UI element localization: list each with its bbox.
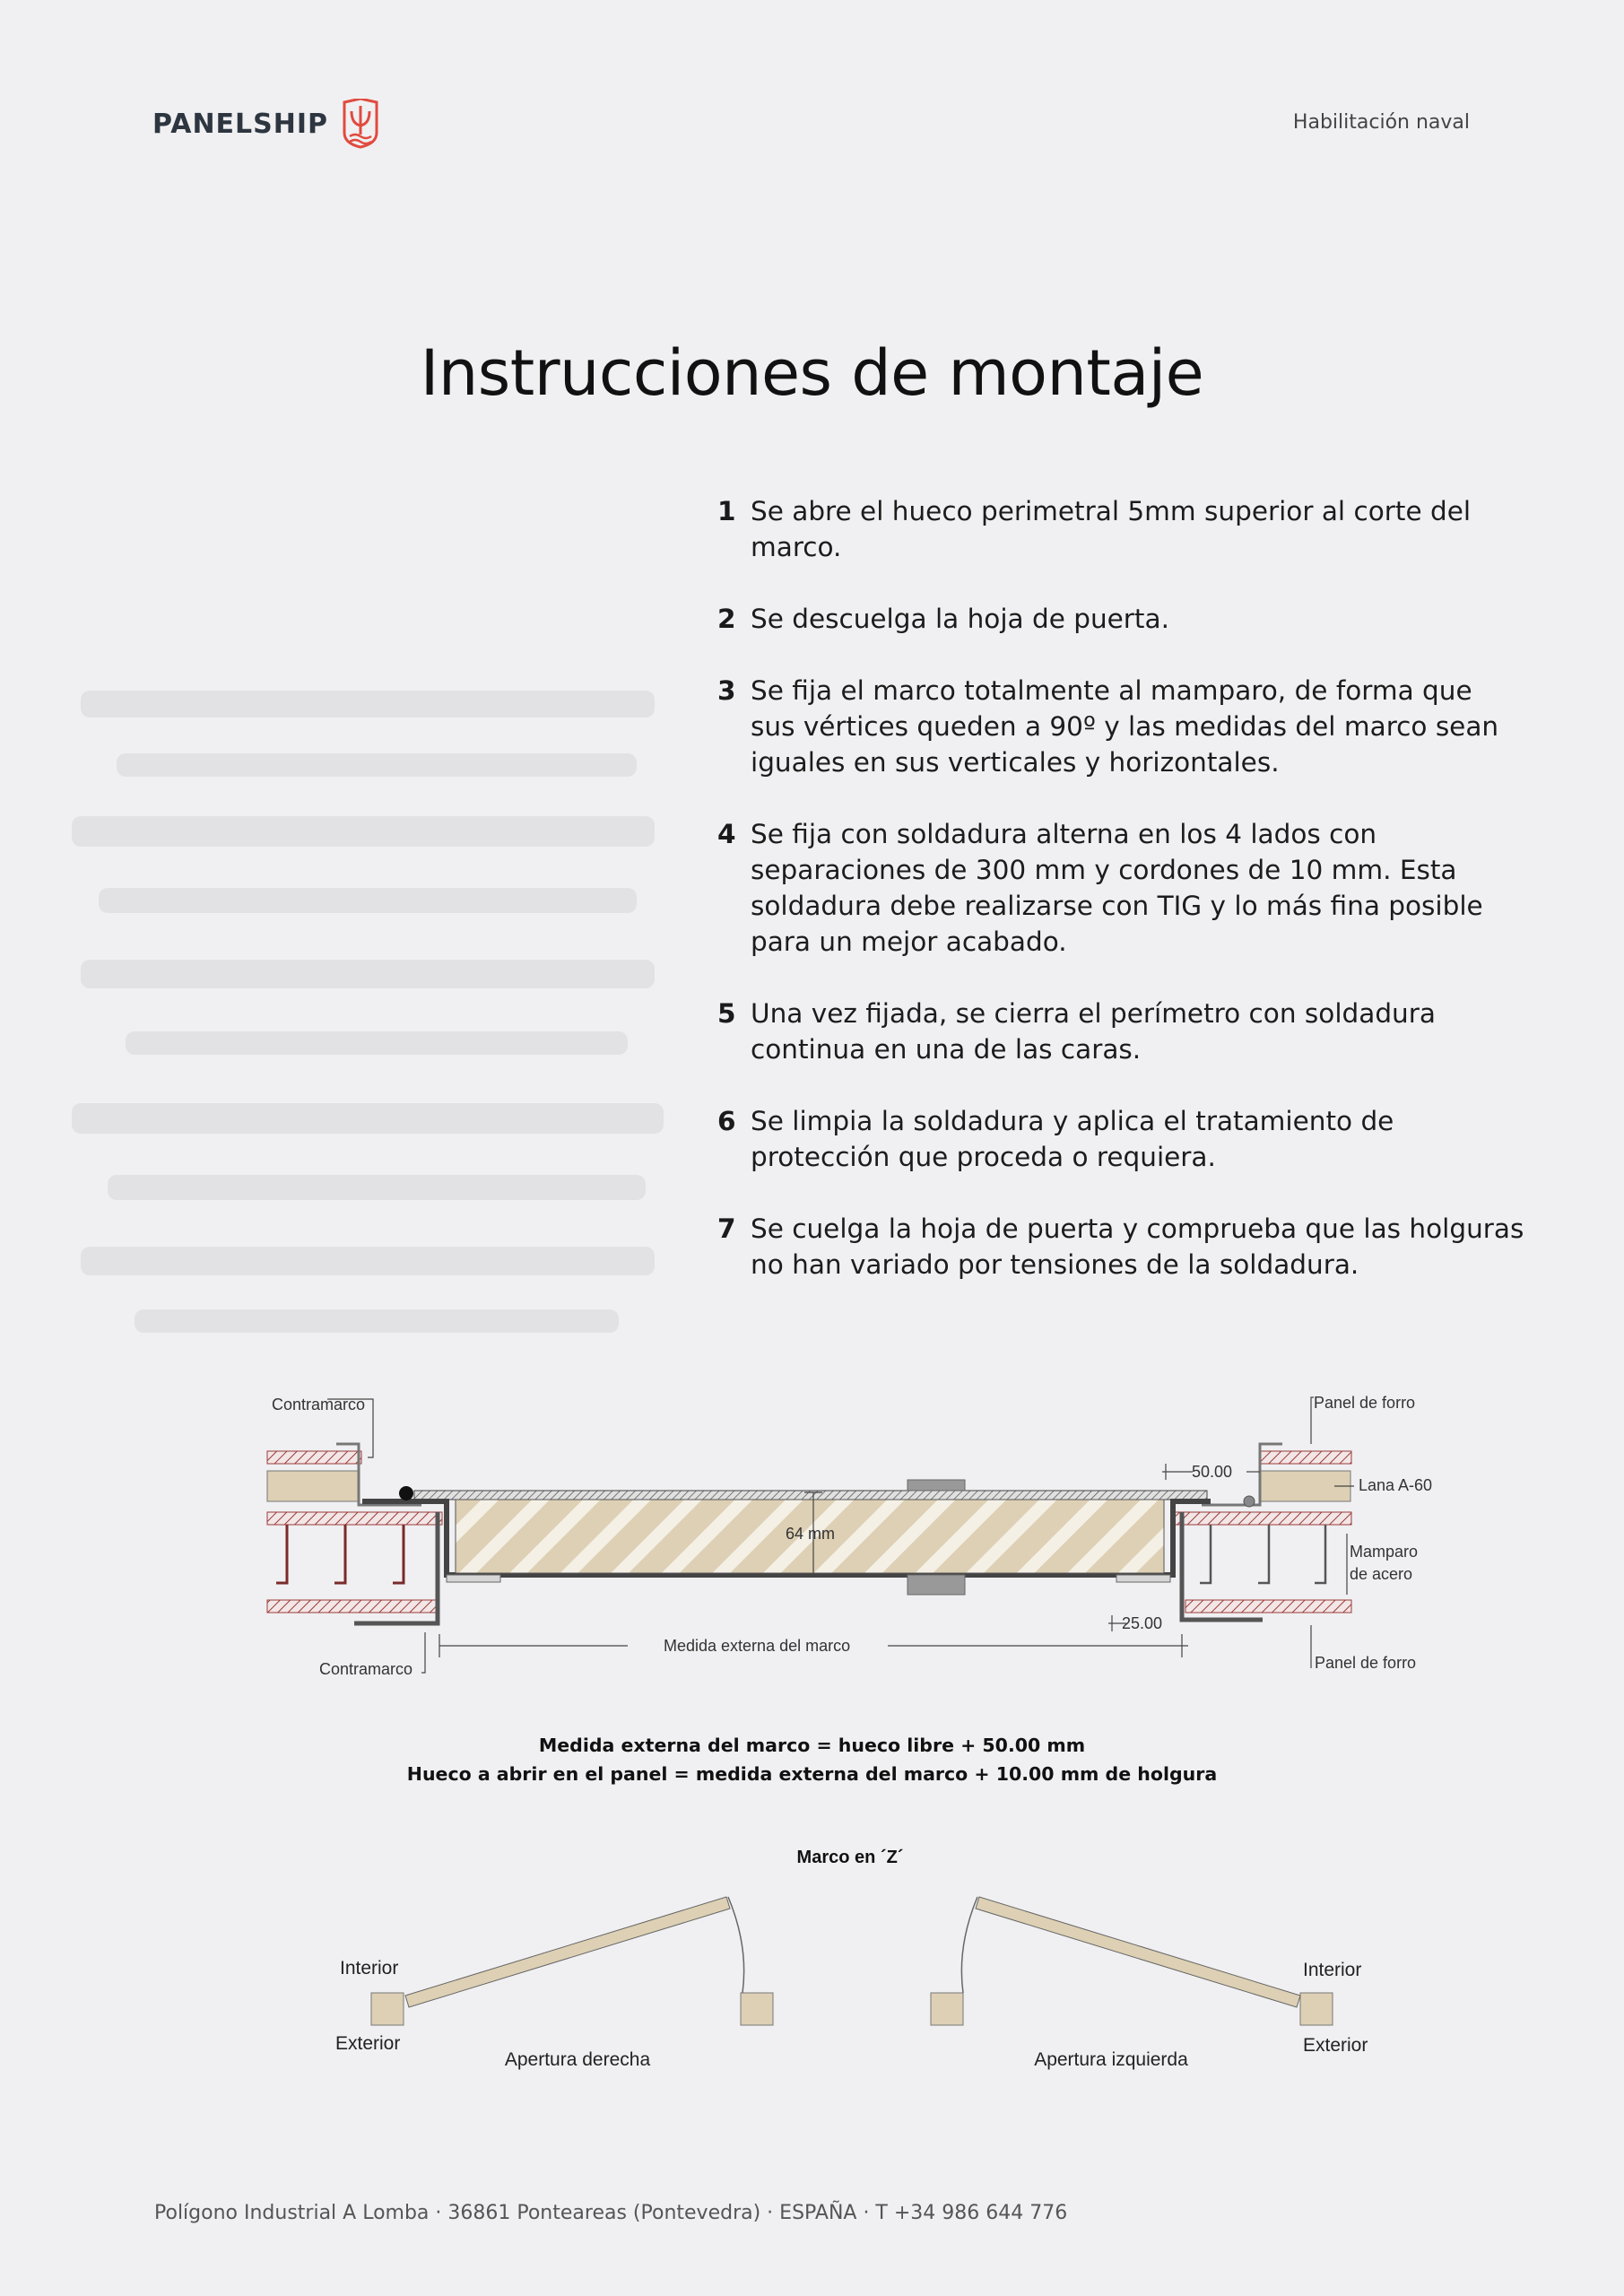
- formula-line-2: Hueco a abrir en el panel = medida externa del marco + 10.00 mm de holgura: [406, 1763, 1218, 1785]
- step-number: 3: [717, 675, 736, 706]
- brand-logo: [152, 99, 382, 149]
- left-interior-label: Interior: [340, 1958, 399, 1979]
- label-contramarco-bottom: Contramarco: [319, 1660, 413, 1678]
- header-tagline: Habilitación naval: [1292, 111, 1470, 134]
- step-number: 2: [717, 604, 736, 634]
- z-frame-title: Marco en ´Z´: [796, 1848, 904, 1867]
- assembly-steps: [717, 493, 1524, 1318]
- step-text: Se abre el hueco perimetral 5mm superior al corte del marco.: [751, 496, 1472, 562]
- footer-address: Polígono Industrial A Lomba · 36861 Ponteareas (Pontevedra) · ESPAÑA · T +34 986 644 776: [154, 2202, 1068, 2224]
- right-caption: Apertura izquierda: [1034, 2049, 1188, 2070]
- label-lana: Lana A-60: [1359, 1476, 1433, 1494]
- z-frame-diagram: [0, 1830, 1624, 2099]
- left-opening-door: [931, 1897, 1333, 2025]
- step-number: 6: [717, 1106, 736, 1136]
- page-title: Instrucciones de montaje: [420, 336, 1204, 410]
- step-text: Una vez fijada, se cierra el perímetro con soldadura continua en una de las caras.: [751, 998, 1436, 1065]
- label-mamparo-2: de acero: [1350, 1565, 1413, 1583]
- dim-25: 25.00: [1122, 1614, 1163, 1632]
- dim-64: 64 mm: [786, 1525, 836, 1543]
- step-text: Se cuelga la hoja de puerta y comprueba que las holguras no han variado por tensiones de la soldadura.: [751, 1213, 1524, 1280]
- brand-name: PANELSHIP: [152, 108, 329, 140]
- dim-50: 50.00: [1192, 1463, 1233, 1481]
- step-item: [717, 673, 1524, 780]
- step-item: [717, 1103, 1524, 1175]
- right-interior-label: Interior: [1303, 1960, 1362, 1980]
- label-contramarco-top: Contramarco: [272, 1396, 366, 1413]
- step-item: [717, 601, 1524, 637]
- step-text: Se descuelga la hoja de puerta.: [751, 604, 1169, 634]
- left-exterior-label: Exterior: [335, 2033, 401, 2054]
- step-text: Se fija el marco totalmente al mamparo, de forma que sus vértices queden a 90º y las medidas del marco sean iguales en sus verticales y horizontales.: [751, 675, 1499, 778]
- right-opening-door: [371, 1897, 773, 2025]
- label-panel-forro-top: Panel de forro: [1314, 1394, 1416, 1412]
- dim-medida-externa: Medida externa del marco: [664, 1637, 851, 1655]
- watermark-pattern: [63, 655, 682, 1354]
- right-exterior-label: Exterior: [1303, 2035, 1368, 2056]
- step-item: [717, 816, 1524, 960]
- step-number: 1: [717, 496, 736, 526]
- step-item: [717, 996, 1524, 1067]
- trident-ship-icon: [339, 99, 382, 149]
- step-item: [717, 493, 1524, 565]
- formula-line-1: Medida externa del marco = hueco libre + 50.00 mm: [538, 1735, 1086, 1756]
- step-number: 5: [717, 998, 736, 1029]
- label-mamparo: Mamparo: [1350, 1543, 1419, 1561]
- step-number: 4: [717, 819, 736, 849]
- label-panel-forro-bottom: Panel de forro: [1315, 1654, 1417, 1672]
- left-bulkhead: [267, 1444, 442, 1623]
- step-item: [717, 1211, 1524, 1283]
- step-text: Se limpia la soldadura y aplica el tratamiento de protección que proceda o requiera.: [751, 1106, 1394, 1172]
- left-caption: Apertura derecha: [504, 2049, 651, 2070]
- step-number: 7: [717, 1213, 736, 1244]
- step-text: Se fija con soldadura alterna en los 4 lados con separaciones de 300 mm y cordones de 10 mm. Esta soldadura debe realizarse con TIG y lo más fina posible para un mejor acabado.: [751, 819, 1483, 957]
- frame-section-diagram: [0, 1372, 1624, 1695]
